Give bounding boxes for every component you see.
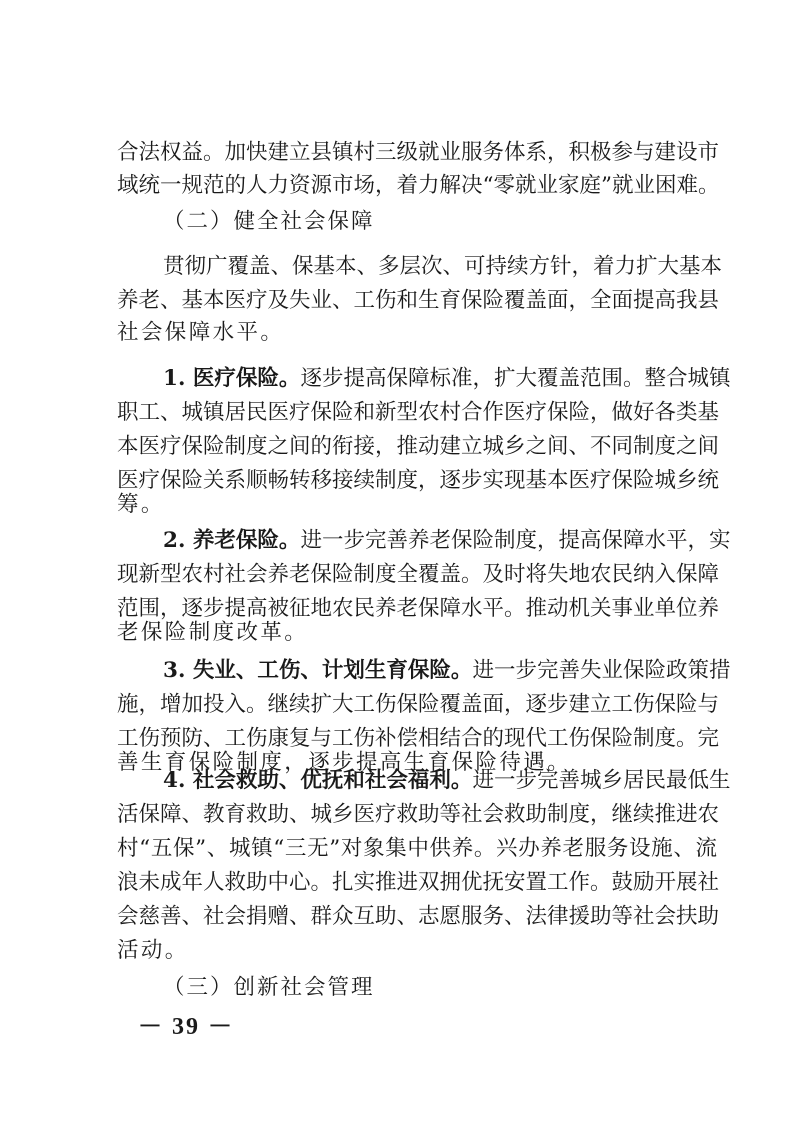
paragraph-first-line	[163, 526, 731, 556]
body-line: 范围，逐步提高被征地农民养老保障水平。推动机关事业单位养	[117, 596, 720, 621]
body-line: 施，增加投入。继续扩大工伤保险覆盖面，逐步建立工伤保险与	[117, 692, 720, 717]
body-line: 村“五保”、城镇“三无”对象集中供养。兴办养老服务设施、流	[117, 836, 717, 861]
paragraph-first-line	[163, 656, 731, 686]
item-title: 1. 医疗保险。	[163, 366, 301, 391]
body-line: 本医疗保险制度之间的衔接，推动建立城乡之间、不同制度之间	[117, 434, 720, 459]
body-line: 合法权益。加快建立县镇村三级就业服务体系，积极参与建设市	[117, 140, 720, 165]
body-line: 筹。	[117, 492, 165, 517]
body-line: 老保险制度改革。	[117, 620, 309, 645]
page-number: － 39 －	[138, 1014, 234, 1040]
body-line: 养老、基本医疗及失业、工伤和生育保险覆盖面，全面提高我县	[117, 288, 720, 313]
body-line: 浪未成年人救助中心。扎实推进双拥优抚安置工作。鼓励开展社	[117, 870, 720, 895]
body-line: 社会保障水平。	[117, 320, 285, 345]
body-line: 活保障、教育救助、城乡医疗救助等社会救助制度，继续推进农	[117, 802, 720, 827]
body-line: 域统一规范的人力资源市场，着力解决“零就业家庭”就业困难。	[117, 173, 720, 198]
body-line: 工伤预防、工伤康复与工伤补偿相结合的现代工伤保险制度。完	[117, 726, 720, 751]
body-line: 会慈善、社会捐赠、群众互助、志愿服务、法律援助等社会扶助	[117, 904, 720, 929]
item-text: 进一步完善养老保险制度，提高保障水平，实	[300, 528, 731, 553]
section-heading: （三）创新社会管理	[163, 975, 375, 1000]
paragraph-first-line	[163, 364, 731, 394]
section-heading: （二）健全社会保障	[163, 209, 375, 234]
item-title: 2. 养老保险。	[163, 528, 301, 553]
body-line: 现新型农村社会养老保险制度全覆盖。及时将失地农民纳入保障	[117, 562, 720, 587]
body-line: 活动。	[117, 938, 189, 963]
item-title: 4. 社会救助、优抚和社会福利。	[163, 768, 473, 793]
item-title: 3. 失业、工伤、计划生育保险。	[163, 658, 473, 683]
body-line: 医疗保险关系顺畅转移接续制度，逐步实现基本医疗保险城乡统	[117, 468, 720, 493]
body-line: 贯彻广覆盖、保基本、多层次、可持续方针，着力扩大基本	[163, 254, 723, 279]
item-text: 进一步完善城乡居民最低生	[472, 768, 731, 793]
body-line: 职工、城镇居民医疗保险和新型农村合作医疗保险，做好各类基	[117, 400, 720, 425]
item-text: 进一步完善失业保险政策措	[472, 658, 731, 683]
body-line: 善生育保险制度，逐步提高生育保险待遇。	[117, 750, 572, 775]
item-text: 逐步提高保障标准，扩大覆盖范围。整合城镇	[300, 366, 731, 391]
paragraph-first-line	[163, 766, 731, 796]
